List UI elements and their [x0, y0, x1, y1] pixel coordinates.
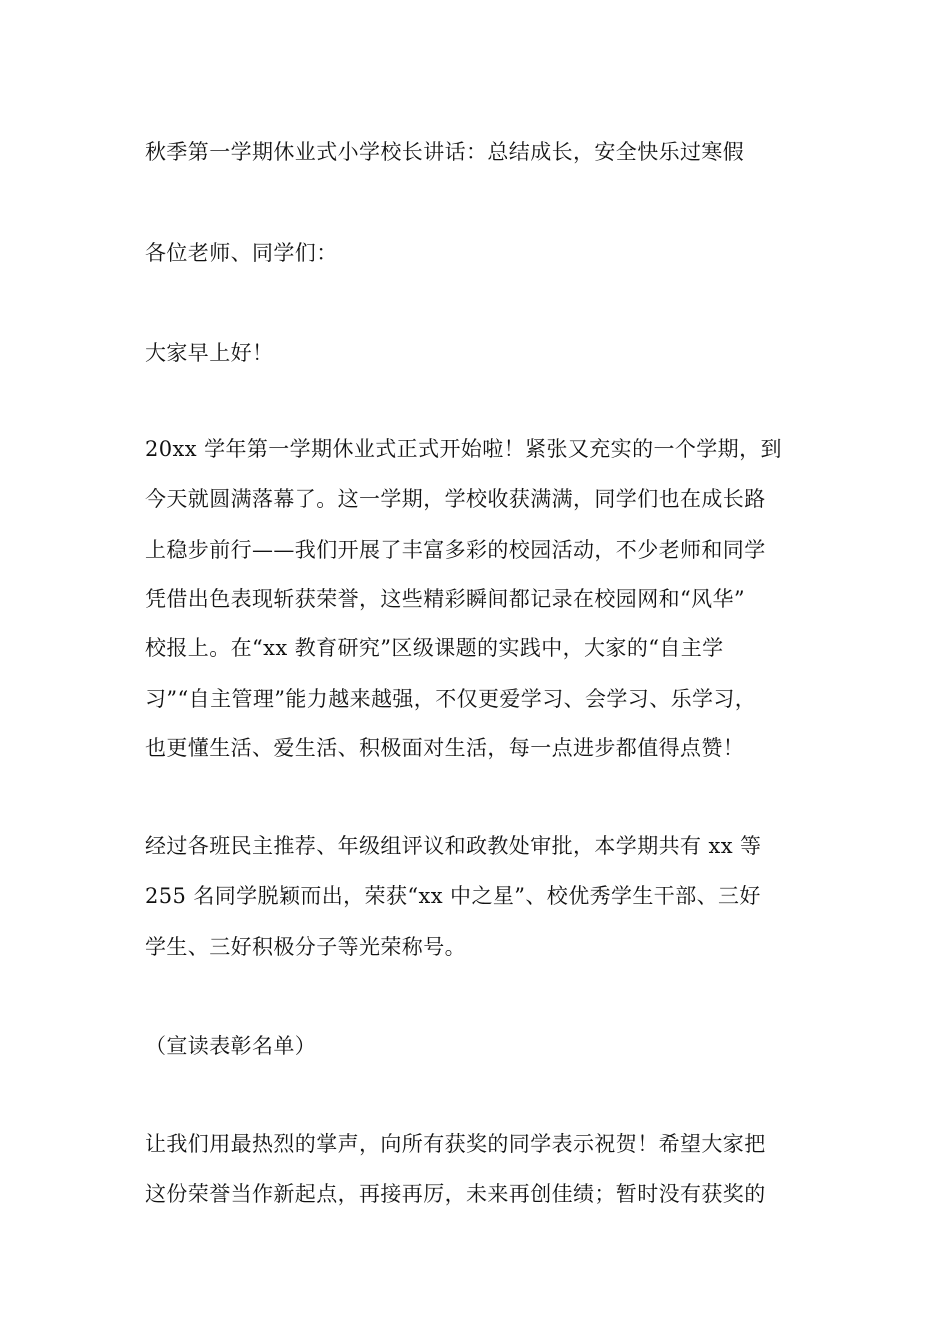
- salutation: 各位老师、同学们：: [145, 241, 338, 265]
- paragraph-line: 学生、三好积极分子等光荣称号。: [145, 935, 466, 959]
- paragraph-line: 让我们用最热烈的掌声，向所有获奖的同学表示祝贺！希望大家把: [145, 1132, 766, 1156]
- paragraph-line: 上稳步前行——我们开展了丰富多彩的校园活动，不少老师和同学: [145, 538, 766, 562]
- paragraph-line: 凭借出色表现斩获荣誉，这些精彩瞬间都记录在校园网和“风华”: [145, 587, 746, 611]
- paragraph-line: 也更懂生活、爱生活、积极面对生活，每一点进步都值得点赞！: [145, 736, 745, 760]
- reading-note: （宣读表彰名单）: [145, 1034, 317, 1058]
- paragraph-line: 20xx 学年第一学期休业式正式开始啦！紧张又充实的一个学期，到: [145, 437, 782, 461]
- paragraph-line: 校报上。在“xx 教育研究”区级课题的实践中，大家的“自主学: [145, 636, 724, 660]
- paragraph-line: 今天就圆满落幕了。这一学期，学校收获满满，同学们也在成长路: [145, 487, 766, 511]
- paragraph-line: 习”“自主管理”能力越来越强，不仅更爱学习、会学习、乐学习，: [145, 687, 757, 711]
- paragraph-line: 经过各班民主推荐、年级组评议和政教处审批，本学期共有 xx 等: [145, 834, 762, 858]
- paragraph-line: 255 名同学脱颖而出，荣获“xx 中之星”、校优秀学生干部、三好: [145, 884, 761, 908]
- paragraph-line: 这份荣誉当作新起点，再接再厉，未来再创佳绩；暂时没有获奖的: [145, 1182, 766, 1206]
- document-title: 秋季第一学期休业式小学校长讲话：总结成长，安全快乐过寒假: [145, 140, 745, 164]
- greeting: 大家早上好！: [145, 341, 274, 365]
